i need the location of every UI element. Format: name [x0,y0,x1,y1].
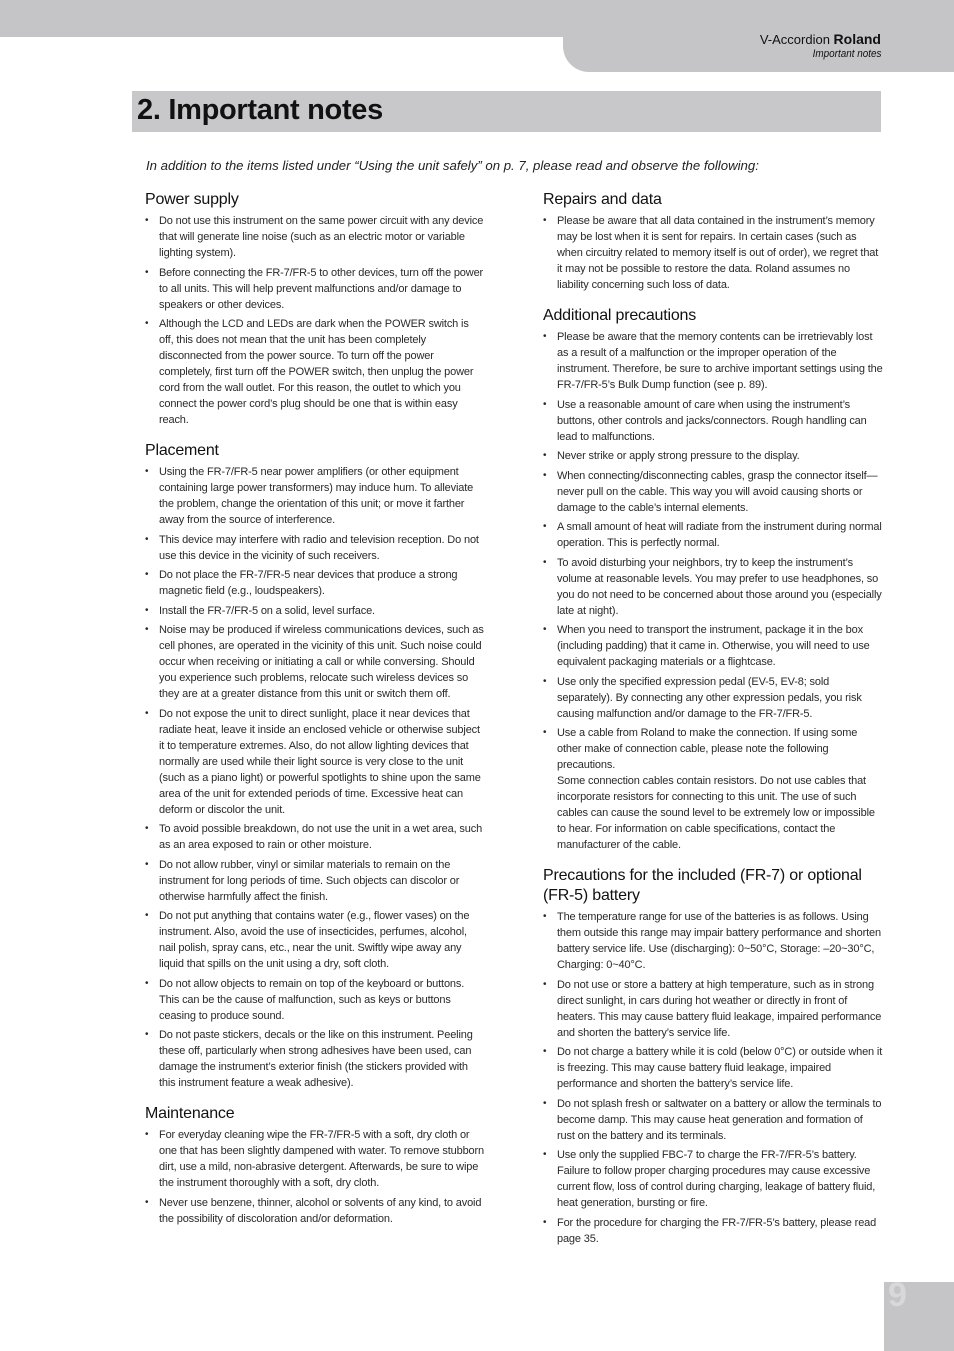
bullet-item: • Use a reasonable amount of care when using the instrument’s buttons, other controls and jacks/connectors. Rough handling can lead to malfunctions. [543,397,883,445]
bullet-item: • Use a cable from Roland to make the connection. If using some other make of connection cable, please note the following precautions. Some connection cables contain resistors. Do not use cables that incorporate resistors for connecting to this unit. The use of such cables can cause the sound level to be extremely low or impossible to hear. For information on cable specifications, contact the manufacturer of the cable. [543,725,883,853]
section-heading: Additional precautions [543,307,697,324]
bullet-item: • To avoid possible breakdown, do not use the unit in a wet area, such as an area exposed to rain or other moisture. [145,821,485,853]
page-title: 2. Important notes [137,94,383,126]
bullet-item: • Although the LCD and LEDs are dark when the POWER switch is off, this does not mean that the unit has been completely disconnected from the power source. To turn off the power completely, first turn off the POWER switch, then unplug the power cord from the wall outlet. For this reason, the outlet to which you connect the power cord’s plug should be one that is within easy reach. [145,316,485,428]
header-brand-name: Roland [833,31,881,47]
bullet-item: • Do not charge a battery while it is cold (below 0°C) or outside when it is freezing. This may cause battery fluid leakage, impaired performance and shorten the battery’s service life. [543,1044,883,1092]
header-product: V-Accordion [759,32,830,47]
bullet-list [145,464,485,1091]
bullet-item: • Noise may be produced if wireless communications devices, such as cell phones, are operated in the vicinity of this unit. Such noise could occur when receiving or initiating a call or while conversing. Should you experience such problems, relocate such wireless devices so they are at a greater distance from this unit or switch them off. [145,622,485,702]
header-tab [563,0,954,72]
bullet-item: • Please be aware that all data contained in the instrument’s memory may be lost when it is sent for repairs. In certain cases (such as when circuitry related to memory itself is out of order), we regret that it may not be possible to restore the data. Roland assumes no liability concerning such loss of data. [543,213,883,293]
title-box [132,91,881,132]
bullet-item: • Do not place the FR-7/FR-5 near devices that produce a strong magnetic field (e.g., loudspeakers). [145,567,485,599]
bullet-list [543,909,883,1247]
bullet-item: • This device may interfere with radio and television reception. Do not use this device in the vicinity of such receivers. [145,532,485,564]
page-number: 9 [888,1276,909,1314]
section-heading: Repairs and data [543,191,662,208]
bullet-item: • For everyday cleaning wipe the FR-7/FR-5 with a soft, dry cloth or one that has been slightly dampened with water. To remove stubborn dirt, use a mild, non-abrasive detergent. Afterwards, be sure to wipe the instrument thoroughly with a soft, dry cloth. [145,1127,485,1191]
bullet-item: • Never use benzene, thinner, alcohol or solvents of any kind, to avoid the possibility of discoloration and/or deformation. [145,1195,485,1227]
bullet-list [543,213,883,293]
section-heading: Placement [145,442,219,459]
section-heading: Precautions for the included (FR-7) or optional (FR-5) battery [543,867,862,904]
bullet-item: • A small amount of heat will radiate from the instrument during normal operation. This is perfectly normal. [543,519,883,551]
section-heading: Maintenance [145,1105,235,1122]
bullet-item: • The temperature range for use of the batteries is as follows. Using them outside this range may impair battery performance and shorten battery service life. Use (discharging): 0~50°C, Storage: –20~30°C, Charging: 0~40°C. [543,909,883,973]
bullet-item: • Please be aware that the memory contents can be irretrievably lost as a result of a malfunction or the improper operation of the instrument. Therefore, be sure to archive important settings using the FR-7/FR-5’s Bulk Dump function (see p. 89). [543,329,883,393]
bullet-item: • Use only the specified expression pedal (EV-5, EV-8; sold separately). By connecting any other expression pedals, you risk causing malfunction and/or damage to the FR-7/FR-5. [543,674,883,722]
section-placement [145,441,485,1091]
bullet-item: • Do not put anything that contains water (e.g., flower vases) on the instrument. Also, avoid the use of insecticides, perfumes, alcohol, nail polish, spray cans, etc., near the unit. Swiftly wipe away any liquid that spills on the unit using a dry, soft cloth. [145,908,485,972]
header-brand [760,31,881,47]
bullet-item: • For the procedure for charging the FR-7/FR-5’s battery, please read page 35. [543,1215,883,1247]
section-precautions-for-the-included-fr-7-or-opt [543,866,883,1247]
bullet-item: • To avoid disturbing your neighbors, try to keep the instrument’s volume at reasonable levels. You may prefer to use headphones, so you do not need to be concerned about those around you (especially late at night). [543,555,883,619]
bullet-item: • Using the FR-7/FR-5 near power amplifiers (or other equipment containing large power transformers) may induce hum. To alleviate the problem, change the orientation of this unit; or move it farther away from the source of interference. [145,464,485,528]
bullet-item: • Do not use or store a battery at high temperature, such as in strong direct sunlight, in cars during hot weather or directly in front of heaters. This may cause battery fluid leakage, impaired performance and shorten the battery’s service life. [543,977,883,1041]
left-column [145,190,485,1240]
section-repairs-and-data [543,190,883,293]
bullet-item: • Never strike or apply strong pressure to the display. [543,448,883,464]
bullet-item: • Do not allow objects to remain on top of the keyboard or buttons. This can be the cause of malfunction, such as keys or buttons ceasing to produce sound. [145,976,485,1024]
bullet-item: • Do not paste stickers, decals or the like on this instrument. Peeling these off, particularly when strong adhesives have been used, can damage the instrument’s exterior finish (the stickers provided with this instrument feature a weak adhesive). [145,1027,485,1091]
bullet-list [145,213,485,428]
intro-text: In addition to the items listed under “Using the unit safely” on p. 7, please read and observe the following: [146,158,759,173]
header-section: Important notes [812,48,881,60]
bullet-item: • Do not use this instrument on the same power circuit with any device that will generate line noise (such as an electric motor or variable lighting system). [145,213,485,261]
bullet-item: • When connecting/disconnecting cables, grasp the connector itself—never pull on the cable. This way you will avoid causing shorts or damage to the cable’s internal elements. [543,468,883,516]
bullet-list [145,1127,485,1227]
section-maintenance [145,1104,485,1227]
section-heading: Power supply [145,191,239,208]
bullet-list [543,329,883,853]
section-additional-precautions [543,306,883,853]
bullet-item: • When you need to transport the instrument, package it in the box (including padding) that it came in. Otherwise, you will need to use equivalent packaging materials or a flightcase. [543,622,883,670]
bullet-item: • Use only the supplied FBC-7 to charge the FR-7/FR-5’s battery. Failure to follow proper charging procedures may cause excessive current flow, loss of control during charging, leakage of battery fluid, heat generation, bursting or fire. [543,1147,883,1211]
bullet-item: • Do not splash fresh or saltwater on a battery or allow the terminals to become damp. This may cause heat generation and formation of rust on the battery and its terminals. [543,1096,883,1144]
bullet-item: • Do not expose the unit to direct sunlight, place it near devices that radiate heat, leave it inside an enclosed vehicle or otherwise subject it to temperature extremes. Also, do not allow lighting devices that normally are used while their light source is very close to the unit (such as a piano light) or powerful spotlights to shine upon the same area of the unit for extended periods of time. Excessive heat can deform or discolor the unit. [145,706,485,818]
bullet-item: • Install the FR-7/FR-5 on a solid, level surface. [145,603,485,619]
right-column [543,190,883,1260]
section-power-supply [145,190,485,428]
bullet-item: • Do not allow rubber, vinyl or similar materials to remain on the instrument for long periods of time. Such objects can discolor or otherwise harmfully affect the finish. [145,857,485,905]
bullet-item: • Before connecting the FR-7/FR-5 to other devices, turn off the power to all units. This will help prevent malfunctions and/or damage to speakers or other devices. [145,265,485,313]
